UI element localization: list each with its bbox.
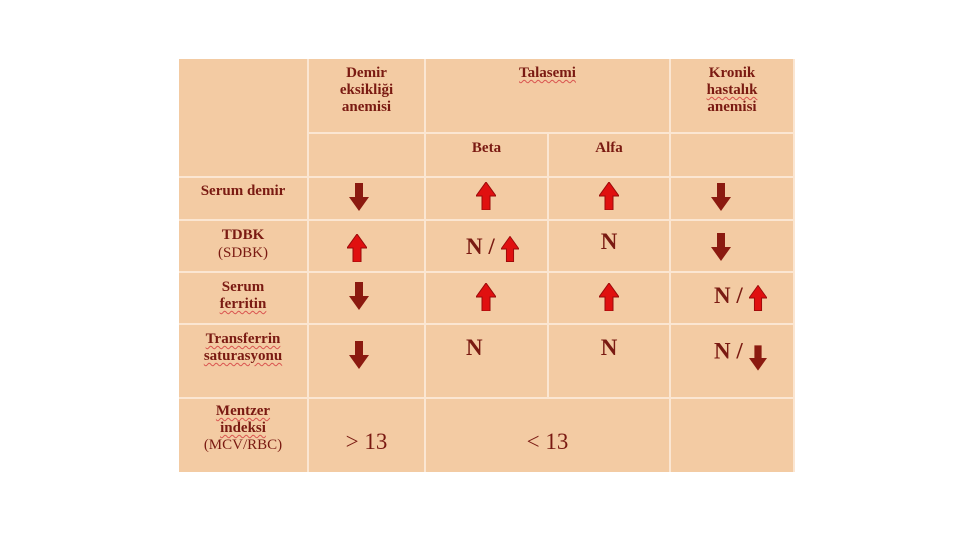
- header-beta: [426, 140, 547, 157]
- cell-value: N /: [714, 283, 743, 308]
- header-text: anemisi: [341, 98, 392, 115]
- cell-mentzer-talasemi: [426, 429, 669, 455]
- row-text: ferritin: [219, 295, 267, 312]
- grid-line: [669, 59, 671, 472]
- cell-value: > 13: [345, 429, 388, 454]
- grid-line: [307, 59, 309, 472]
- cell-transferrin-alfa: [589, 335, 629, 361]
- grid-line: [179, 323, 795, 325]
- header-text: Demir: [346, 65, 387, 81]
- header-text: eksikliği: [339, 81, 394, 98]
- row-label-serum-ferritin: [179, 279, 307, 313]
- down-arrow-icon: [349, 183, 369, 211]
- grid-line: [307, 132, 795, 134]
- down-arrow-icon: [711, 183, 731, 211]
- row-text: saturasyonu: [203, 347, 283, 364]
- grid-line: [793, 59, 795, 472]
- cell-transferrin-kronik: [714, 335, 794, 371]
- down-arrow-icon: [349, 341, 369, 369]
- row-label-transferrin: [179, 331, 307, 365]
- row-text: (SDBK): [217, 245, 268, 261]
- cell-tdbk-beta: [466, 234, 546, 262]
- grid-line: [547, 133, 549, 399]
- row-text: Serum: [221, 279, 265, 295]
- cell-value: < 13: [526, 429, 569, 454]
- row-label-serum-demir: [179, 183, 307, 200]
- header-text: hastalık: [706, 81, 758, 98]
- up-arrow-icon: [476, 283, 496, 311]
- row-label-mentzer: [179, 403, 307, 453]
- header-kronik-hastalik: [671, 65, 793, 115]
- cell-value: N /: [466, 234, 495, 259]
- cell-value: N: [600, 335, 618, 360]
- up-arrow-icon: [476, 182, 496, 210]
- cell-ferritin-kronik: [714, 283, 794, 311]
- cell-transferrin-beta: [466, 335, 506, 361]
- down-arrow-icon: [349, 282, 369, 310]
- header-text: Alfa: [595, 140, 623, 156]
- grid-line: [424, 59, 426, 472]
- down-arrow-icon: [711, 233, 731, 261]
- up-arrow-icon: [599, 182, 619, 210]
- row-text: Serum demir: [200, 183, 286, 199]
- row-label-tdbk: [179, 226, 307, 262]
- grid-line: [179, 271, 795, 273]
- down-arrow-icon: [749, 345, 767, 371]
- grid-line: [179, 397, 795, 399]
- header-text: Beta: [471, 140, 502, 156]
- cell-mentzer-demir: [309, 429, 424, 455]
- row-text: TDBK: [221, 227, 265, 243]
- grid-line: [179, 219, 795, 221]
- grid-line: [179, 176, 795, 178]
- header-talasemi: [426, 65, 669, 82]
- header-text: Kronik: [708, 65, 756, 81]
- cell-value: N: [600, 229, 618, 254]
- up-arrow-icon: [501, 236, 519, 262]
- header-demir-eksikligi: [309, 65, 424, 115]
- cell-value: N /: [714, 338, 743, 364]
- header-alfa: [549, 140, 669, 157]
- row-text: indeksi: [220, 419, 266, 436]
- row-text: Mentzer: [215, 403, 271, 419]
- up-arrow-icon: [599, 283, 619, 311]
- row-text: Transferrin: [205, 331, 281, 347]
- comparison-table: [179, 59, 795, 472]
- header-text: anemisi: [707, 98, 757, 115]
- cell-tdbk-alfa: [589, 229, 629, 255]
- up-arrow-icon: [749, 285, 767, 311]
- header-text: Talasemi: [519, 65, 576, 81]
- cell-value: N: [466, 335, 483, 360]
- row-text: (MCV/RBC): [203, 436, 283, 453]
- up-arrow-icon: [347, 234, 367, 262]
